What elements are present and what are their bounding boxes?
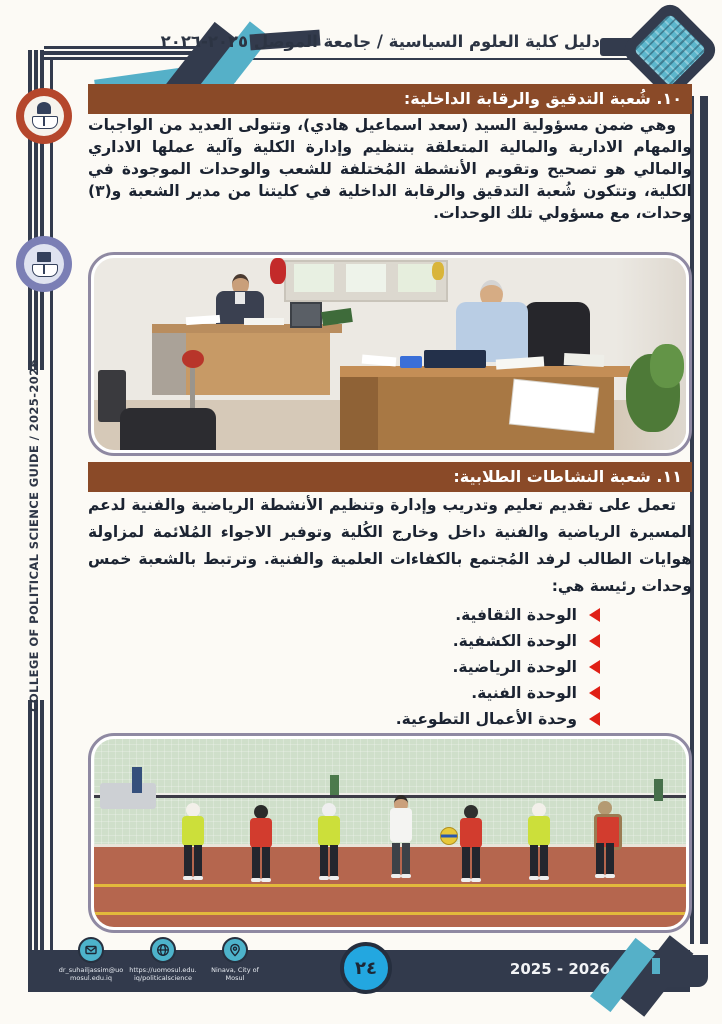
section-body-student-activities: تعمل على تقديم تعليم وتدريب وإدارة وتنظيم الأنشطة الرياضية والفنية لدعم المسيرة الرياضية والفنية داخل وخارج الكُلية وتوفير الاجواء المُلائمة لمزاولة هوايات الطالب لرفد المُجتمع بالكفاءات العلمية والفنية. وترتبط بالشعبة خمس وحدات رئيسة هي: bbox=[88, 496, 692, 595]
coach-jacket bbox=[390, 808, 412, 842]
front-desk-side bbox=[340, 377, 378, 450]
window-pane bbox=[398, 264, 436, 292]
laptop bbox=[424, 350, 486, 368]
bullet-arrow-icon bbox=[589, 660, 600, 674]
bench-seats bbox=[100, 783, 156, 809]
sidebar-vertical-title-wrap bbox=[8, 358, 60, 712]
player-bib-red bbox=[460, 818, 482, 848]
college-of-political-science-logo bbox=[16, 236, 72, 292]
player-figure bbox=[314, 803, 344, 881]
office-scene bbox=[94, 258, 686, 450]
player-figure bbox=[178, 803, 208, 881]
bullet-item-scouting: الوحدة الكشفية. bbox=[88, 628, 692, 654]
footer-ribbon-corner bbox=[660, 955, 708, 987]
staff-shirt bbox=[235, 292, 245, 304]
university-of-mosul-logo bbox=[16, 88, 72, 144]
player-hijab bbox=[598, 801, 612, 815]
player-bib-yellow bbox=[528, 816, 550, 846]
folder bbox=[321, 308, 353, 326]
open-book-icon bbox=[32, 264, 58, 277]
player-hijab bbox=[254, 805, 268, 819]
player-bib-yellow bbox=[318, 816, 340, 846]
flower-pot-red bbox=[182, 350, 204, 368]
university-logo-emblem bbox=[24, 96, 64, 136]
player-figure bbox=[524, 803, 554, 881]
guide-page: دليل كلية العلوم السياسية / جامعة الموصل ٢٠٢٥-٢٠٢٦ COLLEGE OF POLITICAL SCIENCE GUIDE / 2025-2026 ١٠. شُعبة التدقيق والرقابة الداخلية: وهي ضمن مسؤولية السيد (سعد اسماعيل هادي)، وتتولى العديد من الواجبات والمهام الادارية والمالية المتعلقة بتنظيم وإدارة الكلية وآلية عملها الاداري والمالي هو تصحيح وتقويم الأنشطة المُختلفة للشعب والوحدات الموجودة في الكلية، وتتكون شُعبة التدقيق والرقابة الداخلية في كليتنا من مدير الشعبة و(٣) وحدات، مع مسؤولي تلك الوحدات. ١١. شعبة النشاطات الطلابية: تعمل على تقديم تعليم وتدريب وإدارة وتنظيم الأنشطة الرياضية والفنية لدعم المسيرة الرياضية والفنية داخل وخارج الكُلية وتوفير الاجواء المُلائمة لمزاولة هوايات الطالب لرفد المُجتمع بالكفاءات العلمية والفنية. وترتبط بالشعبة خمس وحدات رئيسة هي: الوحدة الثقافية. الوحدة الكشفية. الوحدة الرياضية. الوحدة الفنية. وحدة الأعمال التطوعية. dr_suhailjassim@uo mosul.edu.iq https://uomosul.edu. iq/politicalscience Ninava, City of Mosul ٢٤ 2025 - 2026 bbox=[0, 0, 722, 1024]
left-border-bar-lower bbox=[28, 700, 44, 992]
mosque-icon bbox=[37, 102, 51, 114]
office-chair bbox=[120, 408, 216, 450]
bullet-arrow-icon bbox=[589, 686, 600, 700]
edition-years: 2025 - 2026 bbox=[509, 960, 611, 978]
bullet-arrow-icon bbox=[589, 634, 600, 648]
globe-icon bbox=[150, 937, 176, 963]
students-volleyball-photo bbox=[88, 733, 692, 933]
player-figure bbox=[246, 805, 276, 883]
right-border-bar bbox=[700, 96, 708, 944]
office-monitor bbox=[290, 302, 322, 328]
red-flowers bbox=[270, 258, 286, 284]
player-figure bbox=[590, 801, 620, 879]
volleyball-scene bbox=[94, 739, 686, 927]
court-yellow-line bbox=[94, 912, 686, 915]
player-bib-yellow bbox=[182, 816, 204, 846]
section-heading-student-activities: ١١. شعبة النشاطات الطلابية: bbox=[88, 462, 692, 492]
court-yellow-line bbox=[94, 884, 686, 887]
bullet-item-sports: الوحدة الرياضية. bbox=[88, 654, 692, 680]
coach-figure bbox=[386, 795, 416, 881]
background-person bbox=[330, 775, 339, 795]
sidebar-vertical-title: COLLEGE OF POLITICAL SCIENCE GUIDE / 2025-2026 bbox=[27, 358, 41, 712]
section-body-audit: وهي ضمن مسؤولية السيد (سعد اسماعيل هادي)، وتتولى العديد من الواجبات والمهام الادارية والمالية المتعلقة بتنظيم وإدارة الكلية وآلية عملها الاداري والمالي هو تصحيح وتقويم الأنشطة المُختلفة للشعب والوحدات الموجودة في الكلية، وتتكون شُعبة التدقيق والرقابة الداخلية في كليتنا من مدير الشعبة و(٣) وحدات، مع مسؤولي تلك الوحدات. bbox=[88, 116, 692, 222]
player-hijab bbox=[322, 803, 336, 817]
open-book-icon bbox=[32, 116, 58, 129]
section-heading-audit: ١٠. شُعبة التدقيق والرقابة الداخلية: bbox=[88, 84, 692, 114]
bullet-item-volunteer: وحدة الأعمال التطوعية. bbox=[88, 706, 692, 732]
office-photo bbox=[88, 252, 692, 456]
hole-punch bbox=[400, 356, 422, 368]
plant-stand bbox=[190, 368, 195, 408]
paper bbox=[244, 318, 284, 325]
page-title: دليل كلية العلوم السياسية / جامعة الموصل ٢٠٢٥-٢٠٢٦ bbox=[160, 32, 600, 51]
email-icon bbox=[78, 937, 104, 963]
player-hijab bbox=[464, 805, 478, 819]
window-pane bbox=[294, 264, 334, 292]
background-person bbox=[132, 767, 142, 793]
kufic-pattern bbox=[633, 13, 707, 87]
units-bullet-list bbox=[88, 602, 692, 732]
bullet-arrow-icon bbox=[589, 608, 600, 622]
bullet-item-arts: الوحدة الفنية. bbox=[88, 680, 692, 706]
location-pin-icon bbox=[222, 937, 248, 963]
college-logo-emblem bbox=[24, 244, 64, 284]
building-icon bbox=[37, 252, 51, 262]
background-person bbox=[654, 779, 663, 801]
volleyball bbox=[440, 827, 458, 845]
player-hijab bbox=[532, 803, 546, 817]
yellow-flowers bbox=[432, 262, 444, 280]
player-hijab bbox=[186, 803, 200, 817]
page-number-badge: ٢٤ bbox=[340, 942, 392, 994]
bullet-arrow-icon bbox=[589, 712, 600, 726]
office-plant-leaves bbox=[650, 344, 684, 388]
player-figure bbox=[456, 805, 486, 883]
bullet-item-cultural: الوحدة الثقافية. bbox=[88, 602, 692, 628]
player-bib-red bbox=[250, 818, 272, 848]
back-desk-drawers bbox=[152, 333, 186, 395]
paper bbox=[564, 353, 605, 367]
document-sheet bbox=[510, 380, 598, 433]
paper bbox=[362, 355, 397, 367]
window-pane bbox=[346, 264, 386, 292]
